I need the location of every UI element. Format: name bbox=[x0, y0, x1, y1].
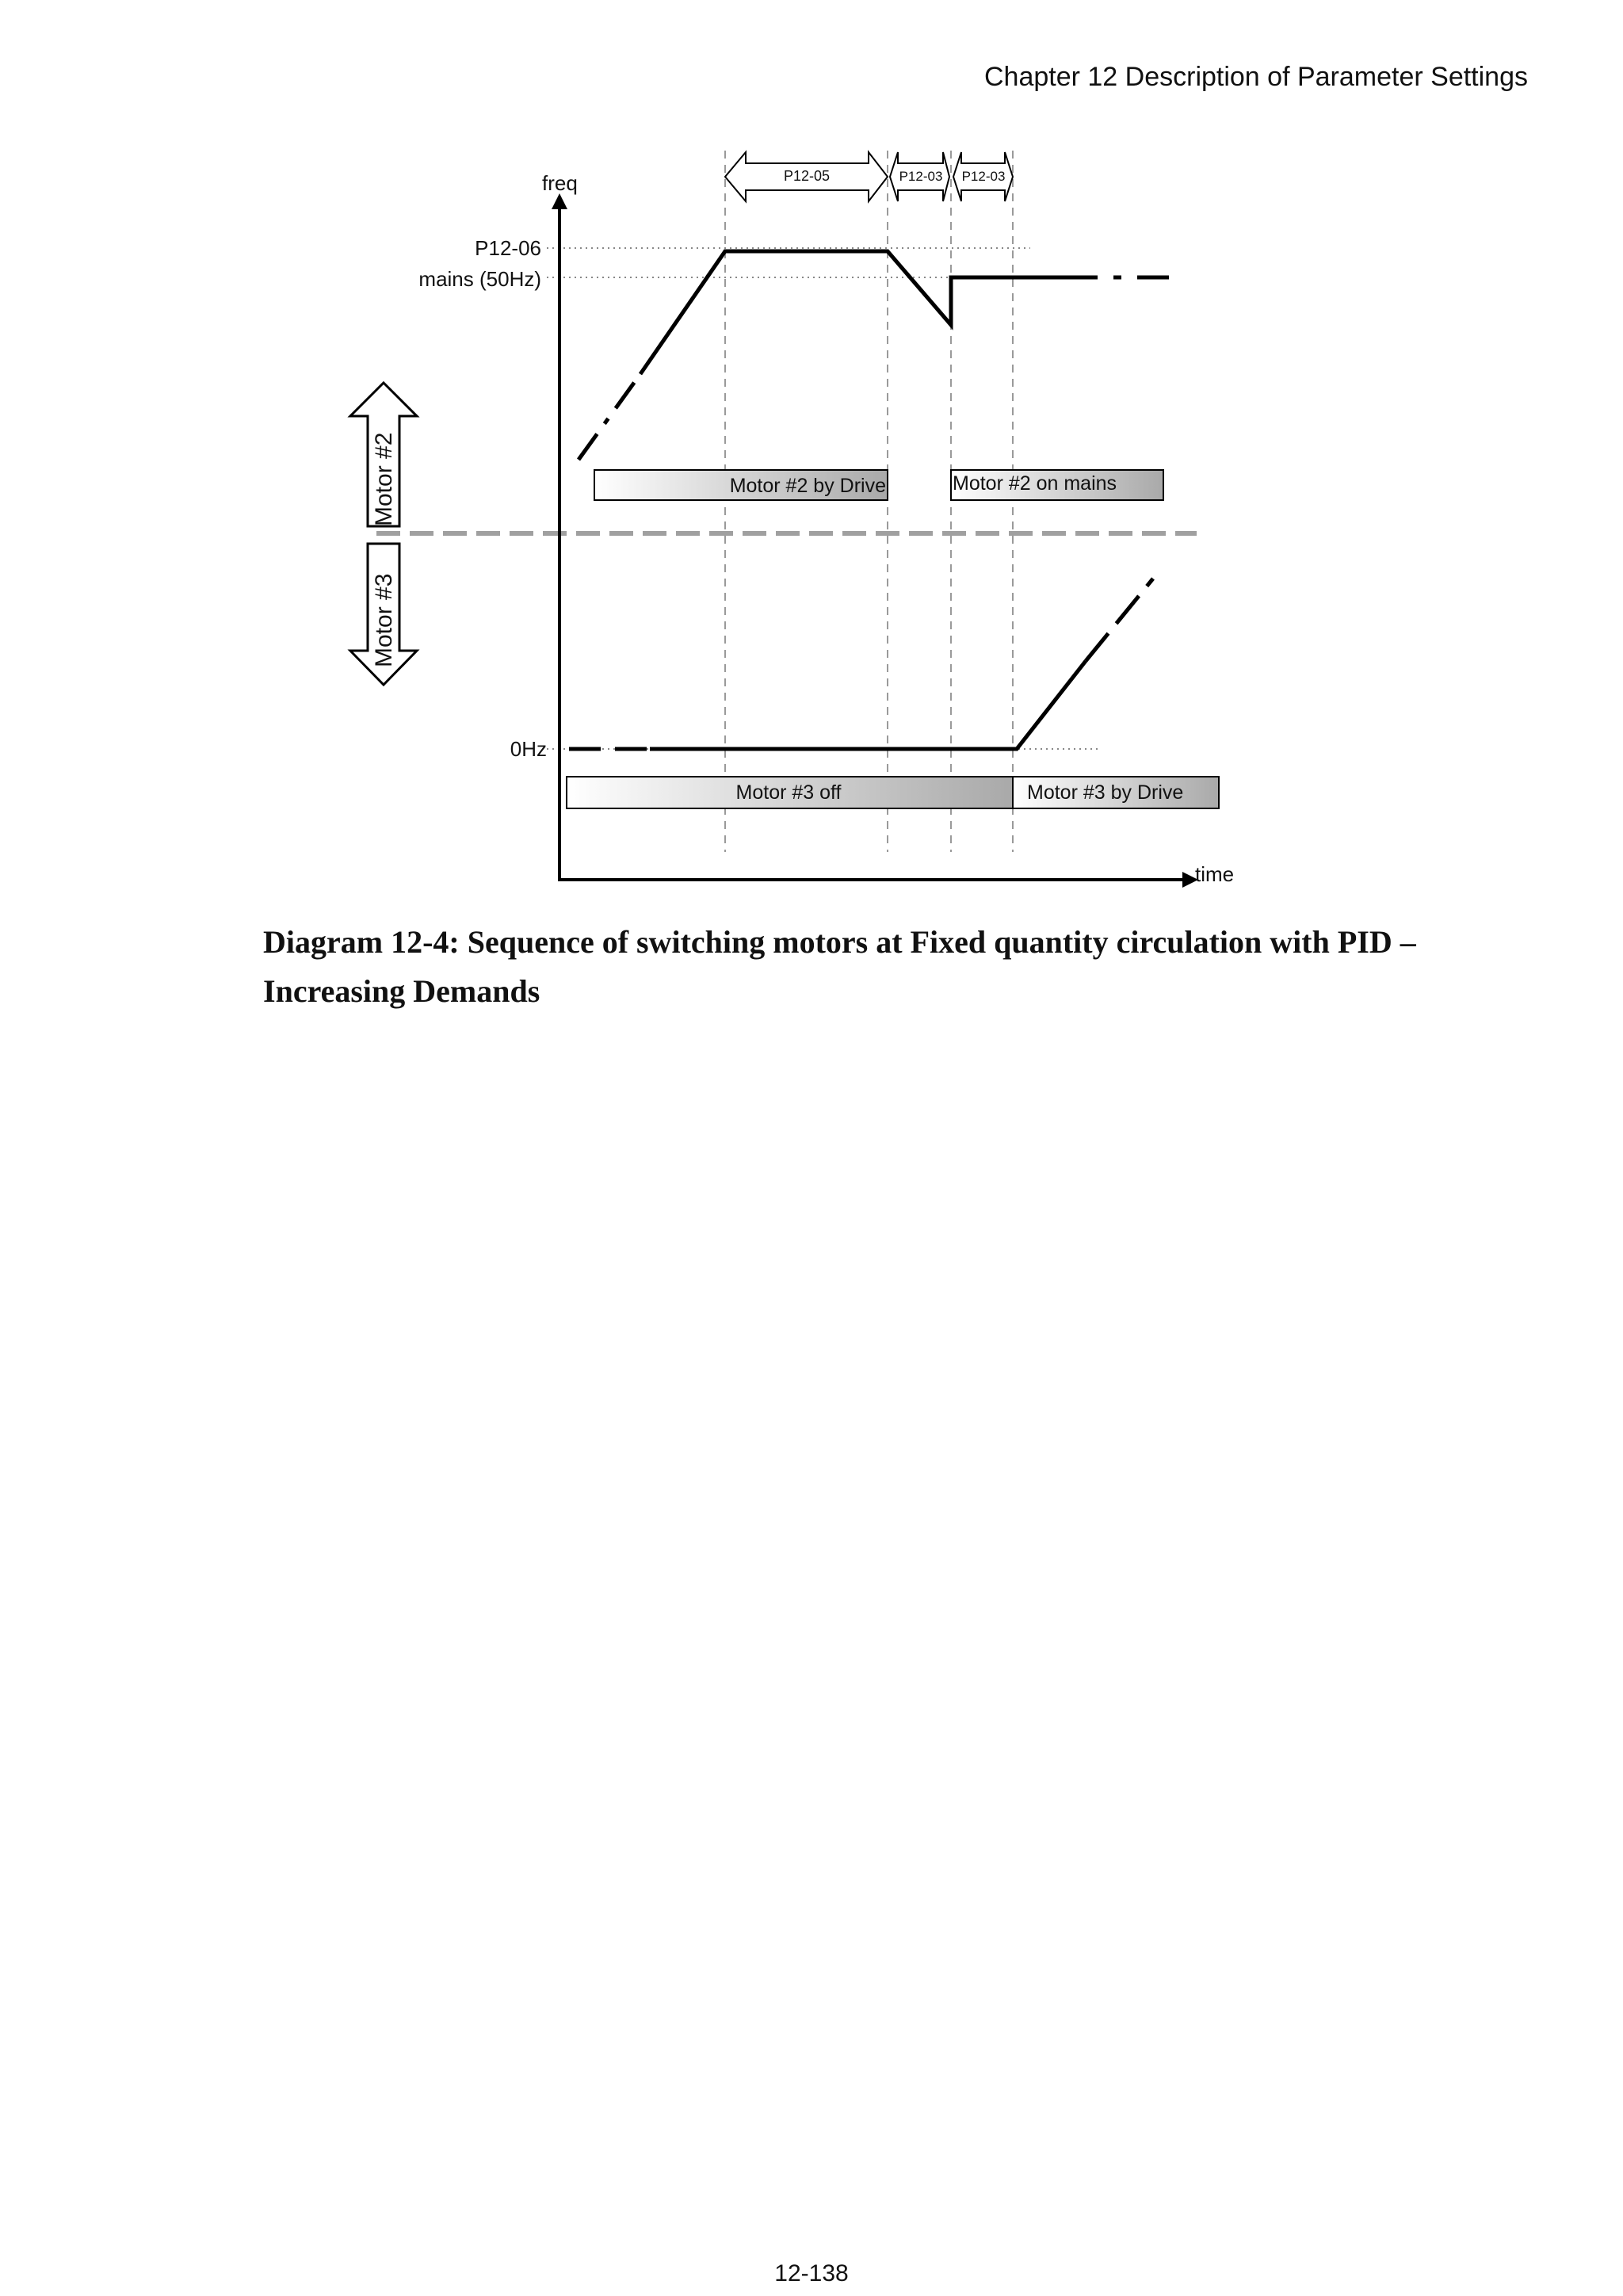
caption-line-1: Diagram 12-4: Sequence of switching motors at Fixed quantity circulation with PID – bbox=[263, 924, 1416, 960]
motor-switching-diagram bbox=[0, 0, 1623, 904]
bar-label-motor2-drive: Motor #2 by Drive bbox=[729, 475, 886, 497]
caption-line-2: Increasing Demands bbox=[263, 973, 540, 1009]
interval-label-p1205: P12-05 bbox=[783, 168, 831, 184]
motor3-arrow-label: Motor #3 bbox=[371, 573, 397, 667]
motor3-ramp-dashed bbox=[1086, 579, 1153, 661]
page-number: 12-138 bbox=[774, 2260, 849, 2286]
p1206-label: P12-06 bbox=[475, 236, 541, 260]
motor2-arrow-label: Motor #2 bbox=[371, 432, 397, 526]
bar-label-motor3-off: Motor #3 off bbox=[735, 781, 842, 804]
motor3-frequency-curve bbox=[569, 579, 1153, 749]
vertical-guides bbox=[725, 151, 1013, 852]
x-axis-label: time bbox=[1195, 862, 1235, 886]
mains-label: mains (50Hz) bbox=[418, 267, 541, 291]
diagram-caption bbox=[263, 918, 1531, 1016]
status-bars bbox=[567, 470, 1219, 808]
motor2-ramp-up bbox=[640, 251, 1066, 374]
zero-hz-label: 0Hz bbox=[510, 737, 547, 761]
page-header: Chapter 12 Description of Parameter Settings bbox=[983, 62, 1528, 92]
bar-label-motor3-drive: Motor #3 by Drive bbox=[1027, 781, 1184, 804]
y-axis-label: freq bbox=[542, 171, 578, 195]
motor2-frequency-curve bbox=[579, 251, 1173, 460]
interval-label-p1203-b: P12-03 bbox=[961, 169, 1006, 184]
motor2-ramp-dashed bbox=[579, 374, 640, 460]
interval-label-p1203-a: P12-03 bbox=[899, 169, 943, 184]
motor3-off-line bbox=[650, 661, 1086, 749]
bar-label-motor2-mains: Motor #2 on mains bbox=[953, 472, 1117, 495]
y-axis-arrowhead bbox=[552, 193, 567, 209]
